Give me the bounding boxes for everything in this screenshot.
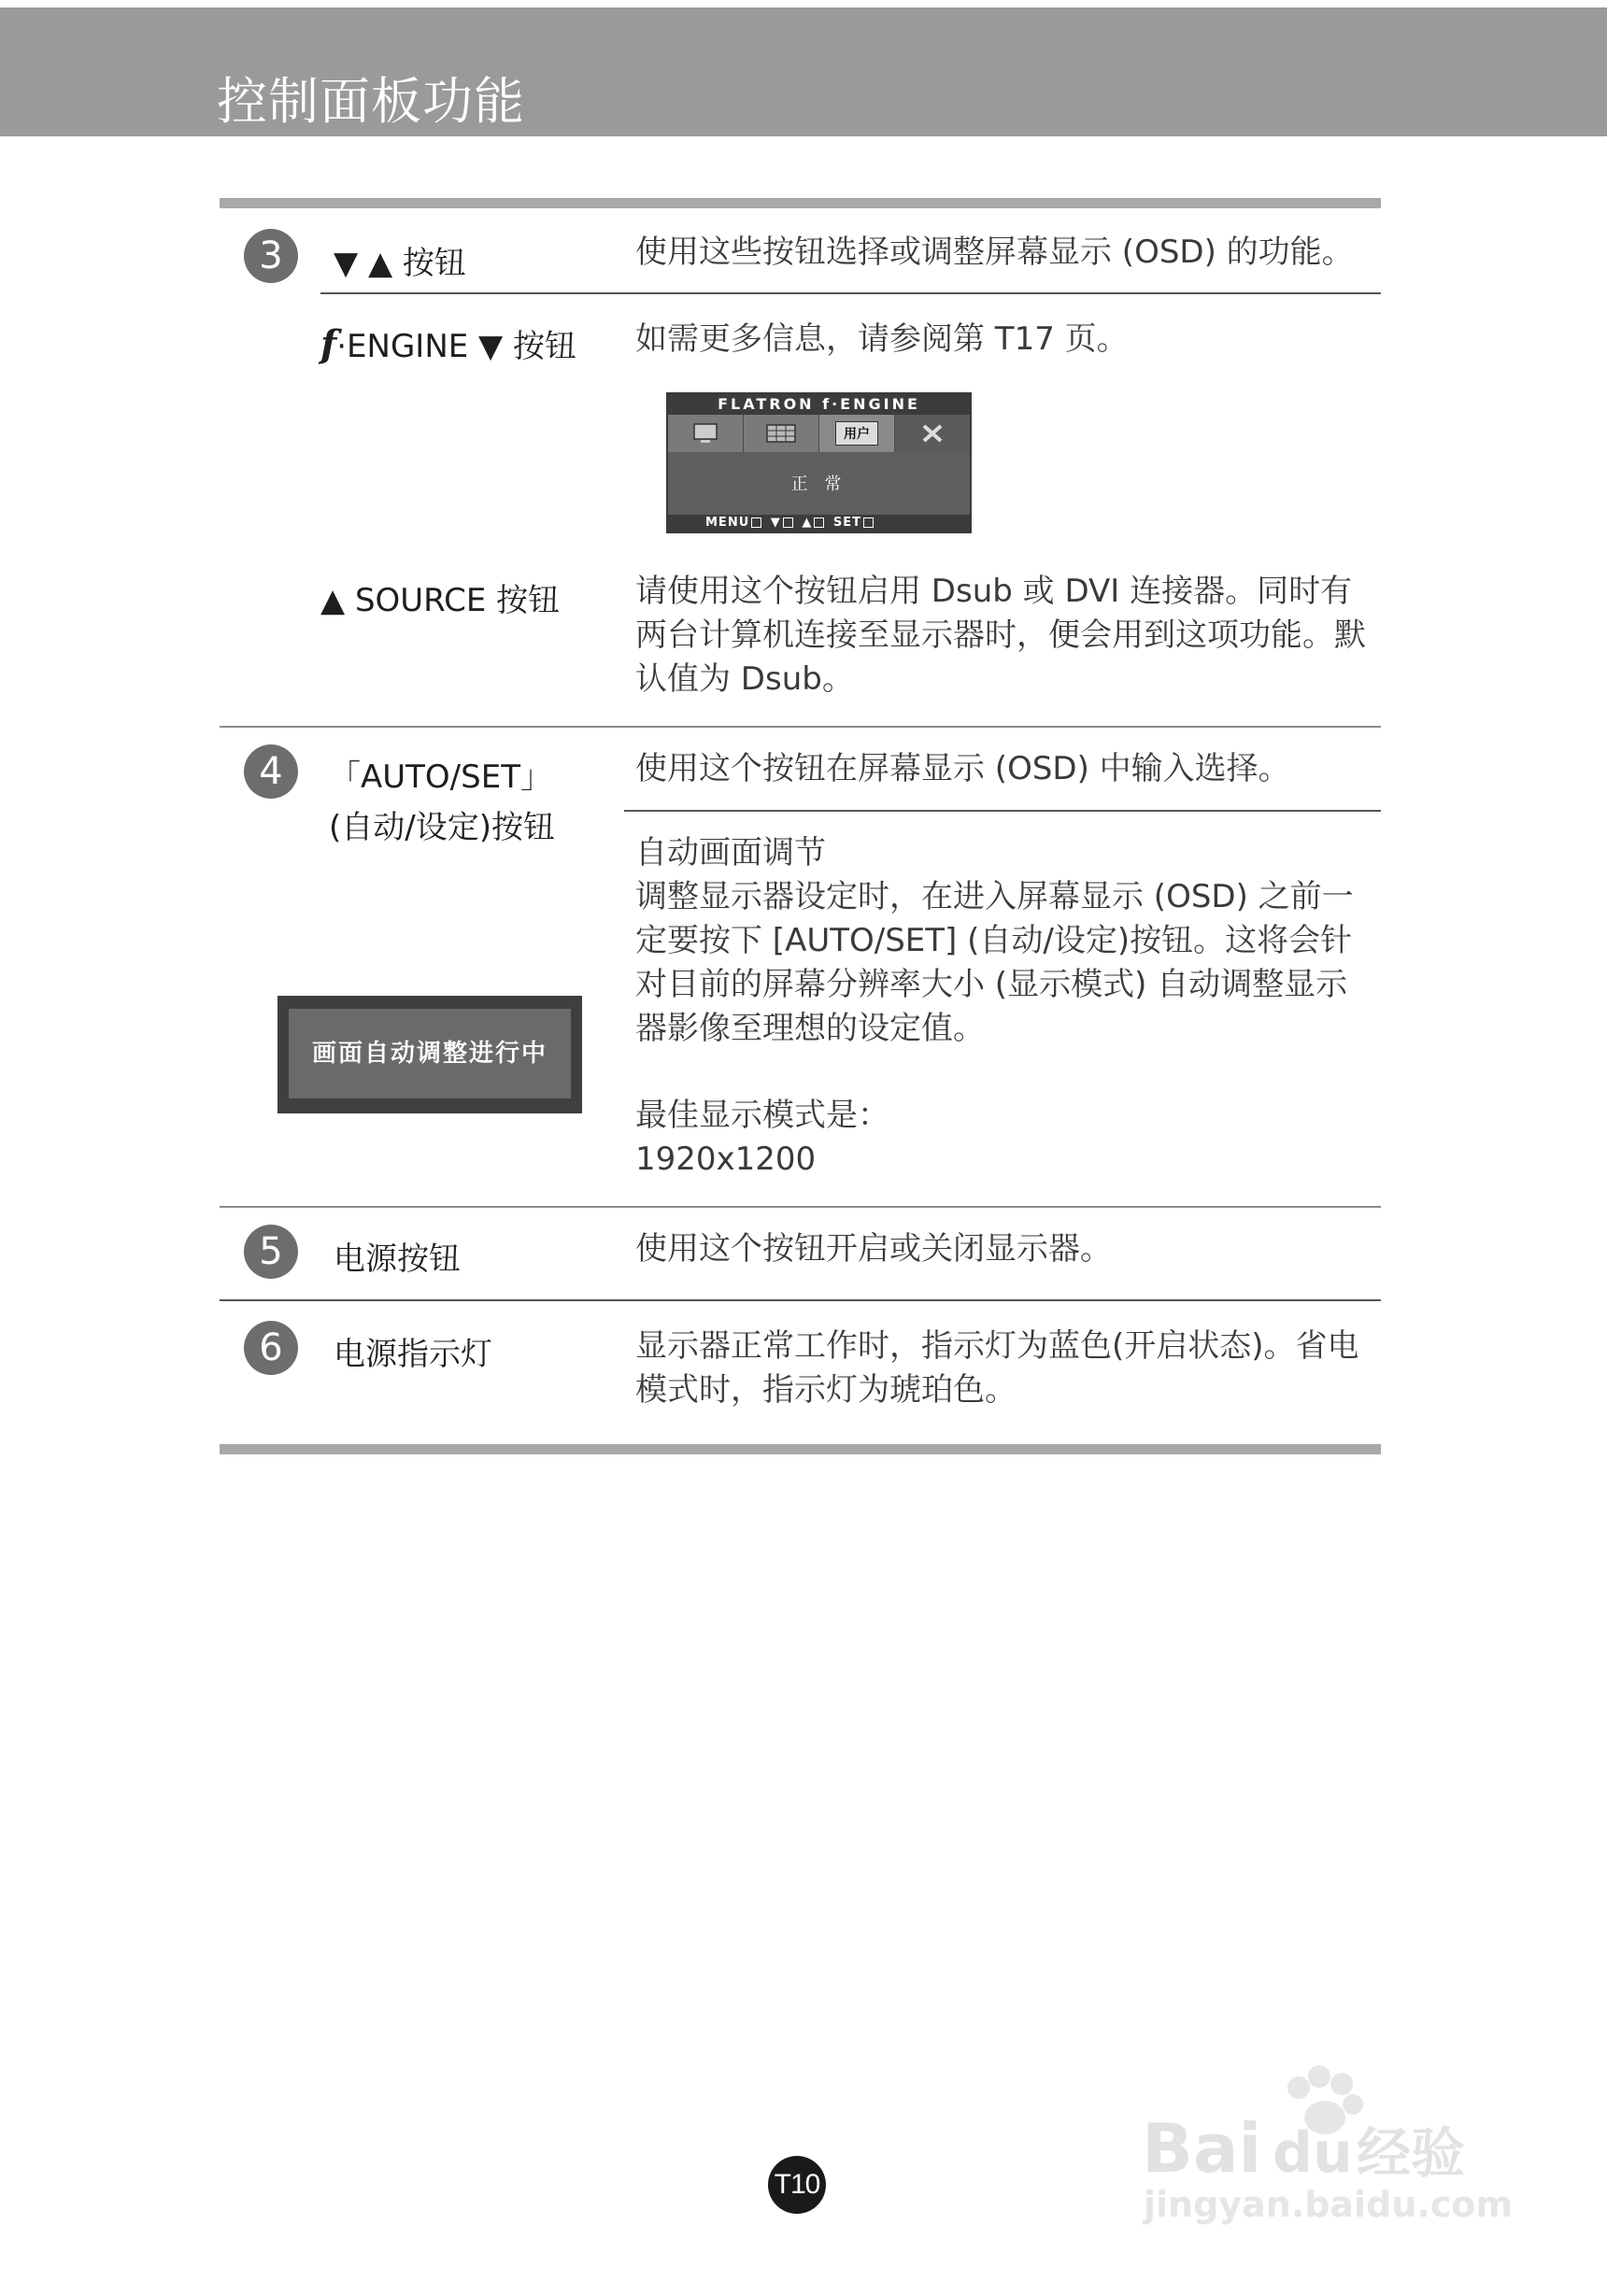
power-indicator-label: 电源指示灯 <box>334 1336 492 1373</box>
auto-set-button-desc <box>635 747 1290 791</box>
power-indicator-desc <box>635 1325 1359 1412</box>
page-title: 控制面板功能 <box>217 72 525 131</box>
osd-footer-down: ▼ <box>770 516 781 530</box>
label-line: (自动/设定)按钮 <box>329 809 555 846</box>
desc-line: 自动画面调节 <box>635 834 826 872</box>
top-rule <box>220 198 1381 208</box>
set-icon <box>863 517 874 528</box>
auto-adjust-detail <box>635 831 1354 1051</box>
osd-footer-menu: MENU <box>705 516 750 530</box>
desc-line: 使用这些按钮选择或调整屏幕显示 (OSD) 的功能。 <box>635 234 1354 271</box>
section-number-6: 6 <box>244 1321 298 1375</box>
osd-menu-image <box>666 392 972 533</box>
fengine-button-label <box>320 320 576 366</box>
down-up-button-label: ▼ ▲ 按钮 <box>334 245 466 282</box>
osd-title: FLATRON f·ENGINE <box>668 394 970 415</box>
osd-tabs <box>668 415 970 452</box>
watermark-brand2: du <box>1273 2120 1353 2186</box>
desc-line: 调整显示器设定时，在进入屏幕显示 (OSD) 之前一 <box>635 878 1354 915</box>
desc-line: 使用这个按钮在屏幕显示 (OSD) 中输入选择。 <box>635 750 1290 787</box>
osd-footer <box>668 515 970 531</box>
osd-footer-set: SET <box>832 516 861 530</box>
enter-icon <box>751 517 761 528</box>
power-button-label: 电源按钮 <box>334 1240 461 1278</box>
monitor-icon <box>668 415 744 452</box>
header-bar <box>0 7 1607 136</box>
section-number-4: 4 <box>244 744 298 799</box>
watermark-url: jingyan.baidu.com <box>1144 2184 1513 2225</box>
desc-line: 两台计算机连接至显示器时，便会用到这项功能。默 <box>635 617 1366 654</box>
menu-grid-icon <box>744 415 819 452</box>
source-button-desc <box>635 570 1366 702</box>
desc-line: 显示器正常工作时，指示灯为蓝色(开启状态)。省电 <box>635 1327 1359 1365</box>
bottom-rule <box>220 1444 1381 1454</box>
section-number-3: 3 <box>244 229 298 283</box>
close-x-icon <box>895 415 970 452</box>
section-number-5: 5 <box>244 1225 298 1279</box>
label-line: 「AUTO/SET」 <box>329 758 552 796</box>
row-divider <box>624 810 1381 812</box>
fengine-logo-icon: f <box>320 322 337 366</box>
watermark-cn: 经验 <box>1357 2121 1466 2185</box>
section-divider <box>220 1299 1381 1301</box>
best-mode-value: 1920x1200 <box>635 1141 817 1178</box>
desc-line: 认值为 Dsub。 <box>635 660 854 698</box>
source-button-label: ▲ SOURCE 按钮 <box>320 582 561 619</box>
desc-line: 定要按下 [AUTO/SET] (自动/设定)按钮。这将会针 <box>635 922 1353 959</box>
right-icon <box>814 517 824 528</box>
osd-tab-user-label: 用户 <box>835 421 878 446</box>
desc-line: 使用这个按钮开启或关闭显示器。 <box>635 1230 1112 1268</box>
osd-footer-up: ▲ <box>802 516 813 530</box>
auto-set-button-label <box>329 752 555 853</box>
osd-body-text: 正 常 <box>668 452 970 517</box>
fengine-button-desc <box>635 318 1129 361</box>
section-divider <box>220 1206 1381 1208</box>
auto-adjust-message: 画面自动调整进行中 <box>289 1009 571 1098</box>
best-mode-label: 最佳显示模式是： <box>635 1097 889 1134</box>
desc-line: 器影像至理想的设定值。 <box>635 1010 985 1047</box>
desc-line: 请使用这个按钮启用 Dsub 或 DVI 连接器。同时有 <box>635 573 1353 610</box>
down-up-button-desc <box>635 231 1354 275</box>
best-mode <box>635 1094 889 1182</box>
osd-tab-user <box>819 415 895 452</box>
page-number: T10 <box>768 2156 826 2214</box>
auto-adjust-message-image <box>277 996 582 1113</box>
desc-line: 模式时，指示灯为琥珀色。 <box>635 1371 1017 1409</box>
desc-line: 如需更多信息，请参阅第 T17 页。 <box>635 320 1129 358</box>
left-icon <box>783 517 793 528</box>
power-button-desc <box>635 1227 1112 1271</box>
watermark-brand: Bai <box>1142 2109 1262 2188</box>
fengine-label-text: ·ENGINE ▼ 按钮 <box>336 328 576 365</box>
section-divider <box>220 726 1381 728</box>
desc-line: 对目前的屏幕分辨率大小 (显示模式) 自动调整显示 <box>635 966 1348 1003</box>
row-divider <box>320 292 1381 294</box>
baidu-jingyan-watermark <box>1142 2060 1534 2228</box>
